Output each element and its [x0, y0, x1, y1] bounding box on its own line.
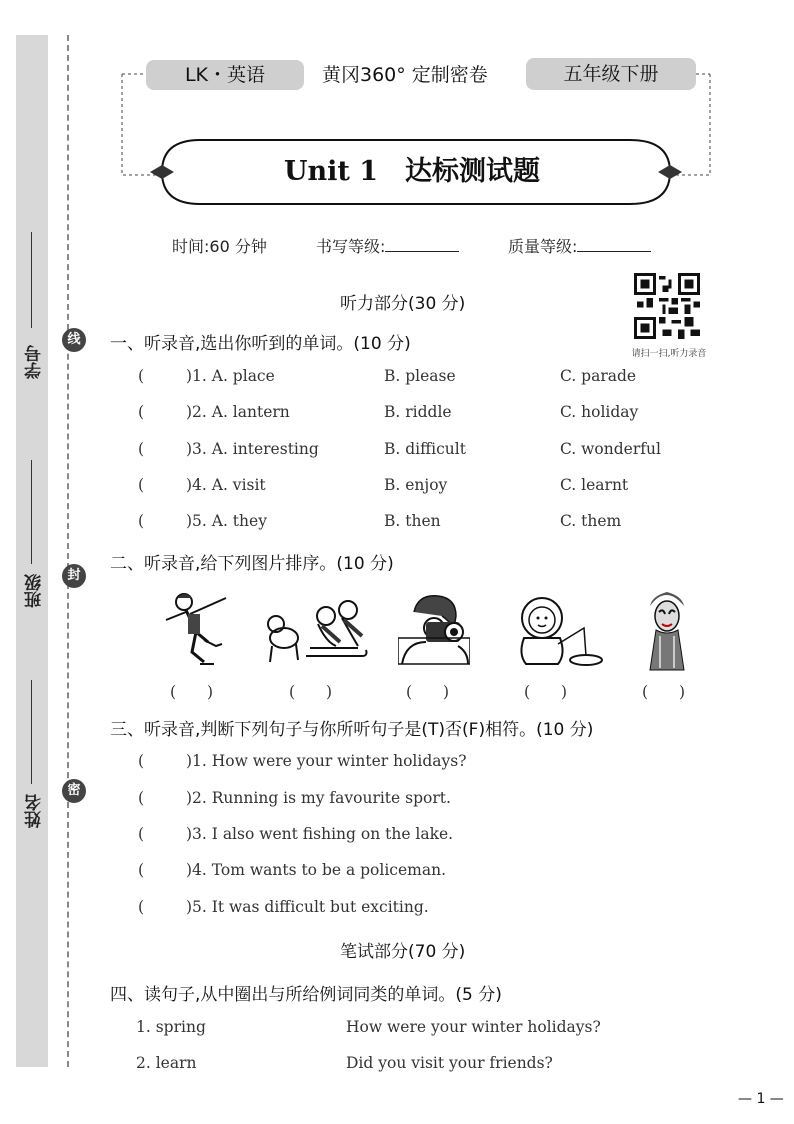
q3-paren[interactable]: (: [138, 789, 145, 807]
class-line: [31, 460, 32, 564]
qr-code-icon[interactable]: [634, 273, 700, 339]
quality-grade: 质量等级:: [508, 234, 651, 257]
q4-heading: 四、读句子,从中圈出与所给例词同类的单词。(5 分): [110, 985, 502, 1005]
name-line: [31, 680, 32, 784]
subject-pill: LK・英语: [146, 60, 304, 90]
q2-bracket-3[interactable]: ( ): [406, 683, 450, 701]
q4-example-word: 1. spring: [136, 1018, 206, 1036]
q2-bracket-1[interactable]: ( ): [170, 683, 214, 701]
seal-secret: 密: [62, 779, 86, 803]
student-no-line: [31, 232, 32, 328]
q1-paren[interactable]: (: [138, 403, 145, 421]
binding-dashed-line: [67, 35, 69, 1067]
q3-sentence: )4. Tom wants to be a policeman.: [186, 861, 447, 879]
q1-paren[interactable]: (: [138, 512, 145, 530]
seal-line: 线: [62, 328, 86, 352]
q3-paren[interactable]: (: [138, 825, 145, 843]
q3-paren[interactable]: (: [138, 861, 145, 879]
written-title: 笔试部分(70 分): [340, 942, 466, 962]
q3-sentence: )3. I also went fishing on the lake.: [186, 825, 454, 843]
q1-paren[interactable]: (: [138, 367, 145, 385]
q1-item-a: )2. A. lantern: [186, 403, 290, 421]
q3-sentence: )2. Running is my favourite sport.: [186, 789, 451, 807]
q1-item-a: )1. A. place: [186, 367, 275, 385]
q2-bracket-4[interactable]: ( ): [524, 683, 568, 701]
q1-item-c: C. them: [560, 512, 622, 530]
q1-item-a: )3. A. interesting: [186, 440, 319, 458]
photographer-picture: [398, 592, 470, 666]
q4-sentence[interactable]: How were your winter holidays?: [346, 1018, 601, 1036]
q1-item-b: B. please: [384, 367, 456, 385]
q2-bracket-2[interactable]: ( ): [289, 683, 333, 701]
q4-sentence[interactable]: Did you visit your friends?: [346, 1054, 553, 1072]
q4-example-word: 2. learn: [136, 1054, 197, 1072]
q1-paren[interactable]: (: [138, 440, 145, 458]
sledding-picture: [262, 596, 374, 668]
q1-item-a: )5. A. they: [186, 512, 267, 530]
student-no-label: 学号: [25, 345, 45, 379]
page-number: — 1 —: [738, 1091, 784, 1107]
name-label: 姓名: [25, 794, 45, 828]
q1-item-c: C. wonderful: [560, 440, 661, 458]
q3-paren[interactable]: (: [138, 898, 145, 916]
q1-item-c: C. parade: [560, 367, 637, 385]
listening-title: 听力部分(30 分): [340, 294, 466, 314]
class-label: 班级: [25, 574, 45, 608]
qr-caption: 请扫一扫,听力录音: [631, 349, 707, 359]
q1-item-a: )4. A. visit: [186, 476, 266, 494]
q3-sentence: )1. How were your winter holidays?: [186, 752, 467, 770]
q1-item-b: B. riddle: [384, 403, 452, 421]
q1-item-b: B. difficult: [384, 440, 466, 458]
peking-opera-picture: [646, 586, 688, 672]
grade-pill: 五年级下册: [526, 58, 696, 90]
q3-sentence: )5. It was difficult but exciting.: [186, 898, 429, 916]
series-name: 黄冈360° 定制密卷: [322, 64, 488, 86]
q1-item-c: C. holiday: [560, 403, 639, 421]
q1-heading: 一、听录音,选出你听到的单词。(10 分): [110, 334, 411, 354]
time-label: 时间:60 分钟: [172, 237, 267, 256]
binding-margin: [16, 35, 48, 1067]
q2-heading: 二、听录音,给下列图片排序。(10 分): [110, 554, 394, 574]
q2-bracket-5[interactable]: ( ): [642, 683, 686, 701]
seal-seal: 封: [62, 564, 86, 588]
q1-paren[interactable]: (: [138, 476, 145, 494]
q3-heading: 三、听录音,判断下列句子与你所听句子是(T)否(F)相符。(10 分): [110, 720, 594, 740]
skating-girl-picture: [156, 590, 236, 672]
q1-item-c: C. learnt: [560, 476, 629, 494]
ice-fishing-picture: [512, 594, 604, 668]
q1-item-b: B. enjoy: [384, 476, 448, 494]
q3-paren[interactable]: (: [138, 752, 145, 770]
writing-grade: 书写等级:: [316, 234, 459, 257]
q1-item-b: B. then: [384, 512, 441, 530]
page-title: Unit 1 达标测试题: [283, 156, 541, 187]
